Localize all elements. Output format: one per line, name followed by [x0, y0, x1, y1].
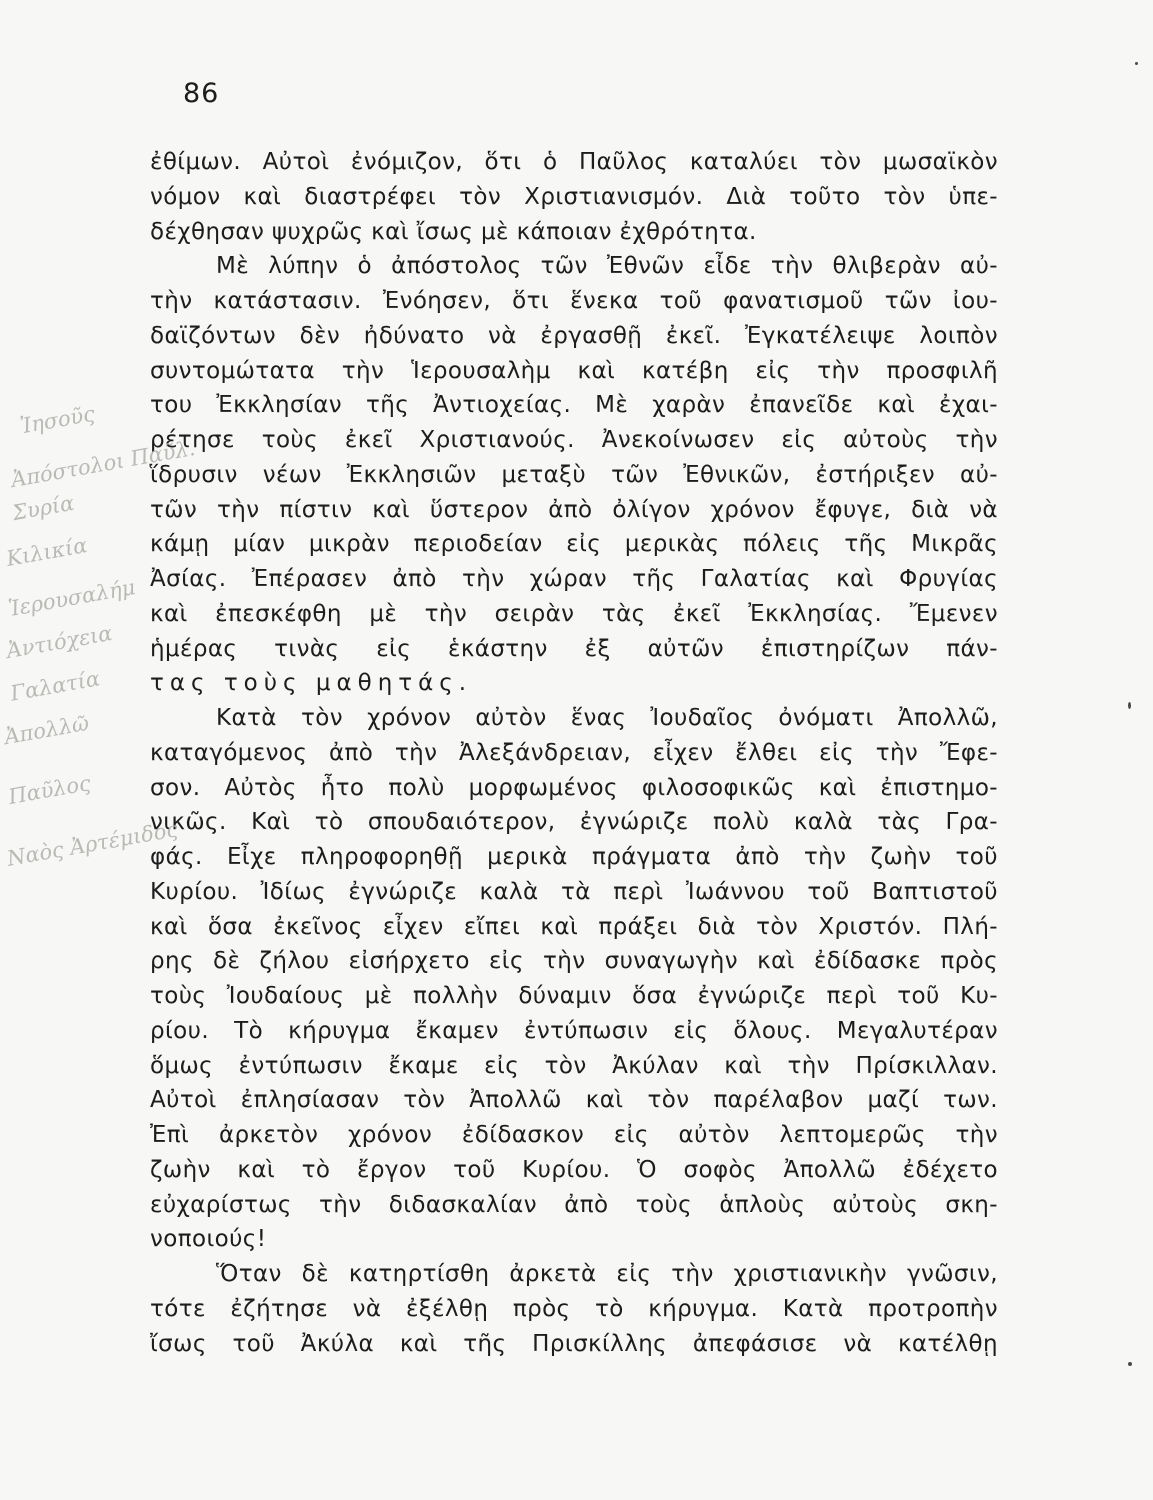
- margin-note: Γαλατία: [8, 666, 102, 706]
- text-line: ὅμως ἐντύπωσιν ἔκαμε εἰς τὸν Ἀκύλαν καὶ τὴν Πρίσκιλλαν.: [150, 1052, 998, 1079]
- print-speck: [1128, 702, 1131, 709]
- print-speck: [1128, 1362, 1132, 1366]
- text-line: Ἀσίας. Ἐπέρασεν ἀπὸ τὴν χώραν τῆς Γαλατίας καὶ Φρυγίας: [150, 566, 998, 592]
- text-line: δαϊζόντων δὲν ἠδύνατο νὰ ἐργασθῇ ἐκεῖ. Ἐγκατέλειψε λοιπὸν: [150, 322, 998, 349]
- margin-note: Ἀπόστολοι Παῦλ.: [9, 436, 197, 492]
- text-line: Ὅταν δὲ κατηρτίσθη ἀρκετὰ εἰς τὴν χριστιανικὴν γνῶσιν,: [216, 1261, 998, 1287]
- print-speck: [1135, 62, 1138, 65]
- text-line: Αὐτοὶ ἐπλησίασαν τὸν Ἀπολλῶ καὶ τὸν παρέλαβον μαζί των.: [150, 1087, 998, 1114]
- text-line: νοποιούς!: [150, 1226, 267, 1253]
- text-line: δέχθησαν ψυχρῶς καὶ ἴσως μὲ κάποιαν ἐχθρότητα.: [150, 218, 757, 245]
- text-line: ρέτησε τοὺς ἐκεῖ Χριστιανούς. Ἀνεκοίνωσεν εἰς αὐτοὺς τὴν: [150, 427, 998, 453]
- text-line: ἡμέρας τινὰς εἰς ἑκάστην ἐξ αὐτῶν ἐπιστηρίζων πάν-: [150, 635, 998, 662]
- text-line: καὶ ὅσα ἐκεῖνος εἶχεν εἴπει καὶ πράξει διὰ τὸν Χριστόν. Πλή-: [150, 913, 998, 940]
- text-line: τας τοὺς μαθητάς.: [150, 670, 473, 697]
- text-line: ἴσως τοῦ Ἀκύλα καὶ τῆς Πρισκίλλης ἀπεφάσισε νὰ κατέλθῃ: [150, 1330, 998, 1357]
- text-line: εὐχαρίστως τὴν διδασκαλίαν ἀπὸ τοὺς ἁπλοὺς αὐτοὺς σκη-: [150, 1191, 998, 1218]
- text-line: Κυρίου. Ἰδίως ἐγνώριζε καλὰ τὰ περὶ Ἰωάννου τοῦ Βαπτιστοῦ: [150, 878, 998, 905]
- text-line: Μὲ λύπην ὁ ἀπόστολος τῶν Ἐθνῶν εἶδε τὴν θλιβερὰν αὐ-: [216, 253, 998, 280]
- text-line: τότε ἐζήτησε νὰ ἐξέλθῃ πρὸς τὸ κήρυγμα. Κατὰ προτροπὴν: [150, 1295, 998, 1322]
- margin-note: Κιλικία: [4, 533, 90, 571]
- margin-note: Ναὸς Ἀρτέμιδος: [5, 817, 180, 871]
- text-line: καταγόμενος ἀπὸ τὴν Ἀλεξάνδρειαν, εἶχεν ἔλθει εἰς τὴν Ἔφε-: [150, 739, 998, 766]
- text-line: ρίου. Τὸ κήρυγμα ἔκαμεν ἐντύπωσιν εἰς ὅλους. Μεγαλυτέραν: [150, 1017, 998, 1044]
- margin-note: Παῦλος: [6, 770, 93, 810]
- text-line: νικῶς. Καὶ τὸ σπουδαιότερον, ἐγνώριζε πολὺ καλὰ τὰς Γρα-: [150, 809, 998, 836]
- text-line: καὶ ἐπεσκέφθη μὲ τὴν σειρὰν τὰς ἐκεῖ Ἐκκλησίας. Ἔμενεν: [150, 600, 998, 627]
- text-line: σον. Αὐτὸς ἦτο πολὺ μορφωμένος φιλοσοφικῶς καὶ ἐπιστημο-: [150, 774, 998, 801]
- handwritten-margin-notes: [0, 400, 197, 880]
- text-line: τὴν κατάστασιν. Ἐνόησεν, ὅτι ἕνεκα τοῦ φανατισμοῦ τῶν ἰου-: [150, 288, 998, 314]
- text-line: του Ἐκκλησίαν τῆς Ἀντιοχείας. Μὲ χαρὰν ἐπανεῖδε καὶ ἐχαι-: [150, 392, 998, 419]
- text-line: τοὺς Ἰουδαίους μὲ πολλὴν δύναμιν ὅσα ἐγνώριζε περὶ τοῦ Κυ-: [150, 983, 998, 1009]
- text-line: ζωὴν καὶ τὸ ἔργον τοῦ Κυρίου. Ὁ σοφὸς Ἀπολλῶ ἐδέχετο: [150, 1156, 998, 1183]
- text-line: συντομώτατα τὴν Ἱερουσαλὴμ καὶ κατέβη εἰς τὴν προσφιλῆ: [150, 357, 998, 384]
- text-line: φάς. Εἶχε πληροφορηθῇ μερικὰ πράγματα ἀπὸ τὴν ζωὴν τοῦ: [150, 844, 998, 870]
- margin-note: Ἰησοῦς: [18, 401, 97, 439]
- text-line: νόμον καὶ διαστρέφει τὸν Χριστιανισμόν. Διὰ τοῦτο τὸν ὑπε-: [150, 183, 998, 210]
- text-line: Κατὰ τὸν χρόνον αὐτὸν ἕνας Ἰουδαῖος ὀνόματι Ἀπολλῶ,: [216, 705, 998, 731]
- margin-note: Ἀπολλῶ: [2, 710, 91, 750]
- margin-note: Ἱερουσαλήμ: [6, 575, 137, 621]
- margin-note: Ἀντιόχεια: [4, 620, 115, 664]
- text-line: ἐθίμων. Αὐτοὶ ἐνόμιζον, ὅτι ὁ Παῦλος καταλύει τὸν μωσαϊκὸν: [150, 149, 998, 175]
- text-line: τῶν τὴν πίστιν καὶ ὕστερον ἀπὸ ὀλίγον χρόνον ἔφυγε, διὰ νὰ: [150, 496, 998, 523]
- text-line: ἵδρυσιν νέων Ἐκκλησιῶν μεταξὺ τῶν Ἐθνικῶν, ἐστήριξεν αὐ-: [150, 461, 998, 488]
- body-text: [150, 145, 998, 1361]
- text-line: ρης δὲ ζήλου εἰσήρχετο εἰς τὴν συναγωγὴν καὶ ἐδίδασκε πρὸς: [150, 948, 998, 975]
- page-number: 86: [183, 78, 220, 109]
- text-line: κάμῃ μίαν μικρὰν περιοδείαν εἰς μερικὰς πόλεις τῆς Μικρᾶς: [150, 531, 998, 558]
- text-line: Ἐπὶ ἀρκετὸν χρόνον ἐδίδασκον εἰς αὐτὸν λεπτομερῶς τὴν: [150, 1122, 998, 1148]
- margin-note: Συρία: [10, 490, 76, 526]
